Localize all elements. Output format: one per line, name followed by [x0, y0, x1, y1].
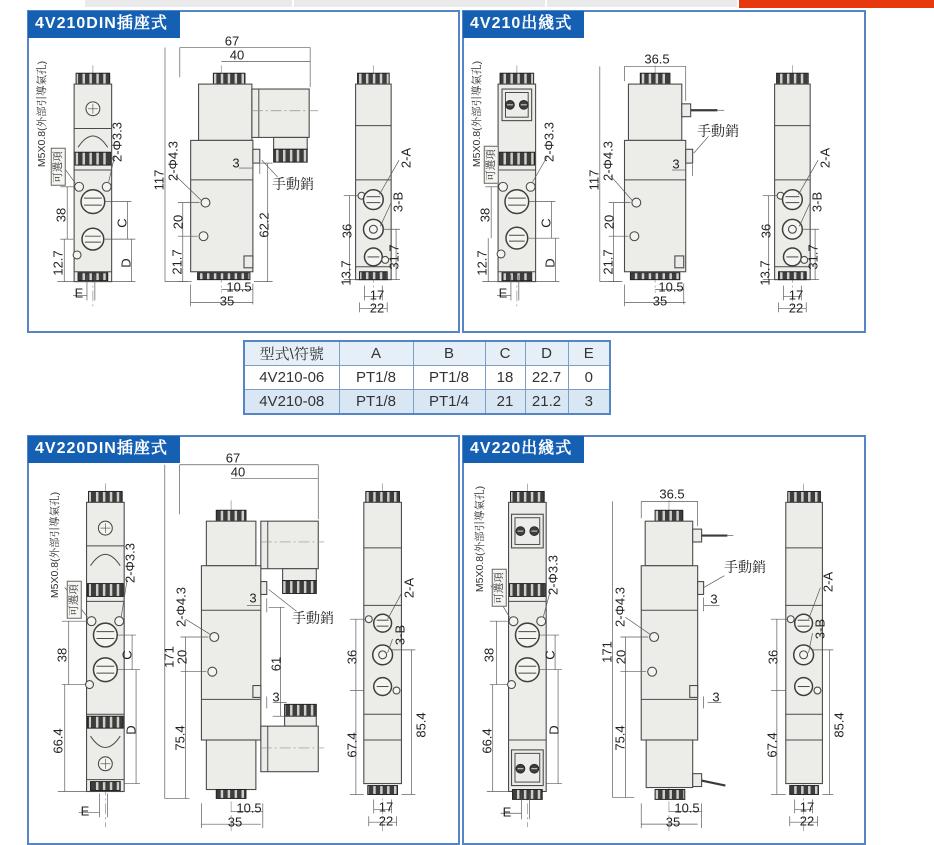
top-strip-divider [292, 0, 294, 7]
side-view [165, 48, 318, 307]
din-connector-lower [261, 704, 324, 771]
dim-label: 17 [799, 799, 815, 815]
annotation-label: 手動銷 [697, 123, 739, 139]
dim-label: 61 [268, 656, 284, 672]
dim-label: 3-B [812, 618, 828, 640]
back-view [763, 65, 819, 312]
manual-pin [698, 582, 704, 595]
front-view [487, 484, 562, 828]
dim-label: 22 [799, 813, 815, 829]
annotation-label: 手動銷 [724, 559, 766, 575]
dim-label: 17 [378, 799, 394, 815]
dim-label: 2-Φ3.3 [541, 121, 557, 163]
dim-label: 20 [174, 649, 190, 665]
dim-label: 36 [765, 649, 781, 665]
dim-label: 31.7 [386, 244, 402, 270]
top-strip-divider [545, 0, 547, 7]
dim-label: 3 [672, 156, 680, 172]
dim-label: C [119, 650, 135, 660]
wire-terminal [682, 104, 724, 117]
annotation-label: 可選項 [51, 148, 66, 186]
dim-label: 117 [586, 169, 602, 191]
dim-label: 117 [151, 169, 167, 191]
annotation-label: 手動銷 [272, 176, 314, 192]
annotation-label: M5X0.8(外部引導氣孔) [470, 60, 483, 168]
dim-label: 36 [344, 649, 360, 665]
dim-label: 67.4 [344, 732, 360, 758]
dim-label: 21.7 [600, 249, 616, 275]
front-view [50, 65, 135, 306]
dim-label: 31.7 [805, 244, 821, 270]
dim-label: 3 [249, 590, 257, 606]
dim-label: 22 [378, 813, 394, 829]
table-row [244, 390, 610, 415]
terminal-face-lower [512, 750, 544, 786]
dim-label: 2-A [398, 147, 414, 169]
dim-label: 21.7 [169, 249, 185, 275]
annotation-label: 可選項 [492, 569, 507, 607]
dim-label: 17 [788, 287, 804, 303]
dim-label: 10.5 [236, 800, 262, 816]
dim-label: D [542, 258, 558, 268]
dim-label: 35 [227, 814, 243, 830]
dim-label: E [74, 285, 84, 301]
dim-label: 3 [272, 689, 280, 705]
dim-label: E [498, 285, 508, 301]
dim-label: 2-Φ4.3 [165, 140, 181, 182]
table-cell: 21.2 [525, 390, 568, 415]
dim-label: E [502, 804, 512, 820]
dim-label: C [538, 218, 554, 228]
panel-4v220-lead-wire [462, 435, 866, 845]
terminal-face [512, 514, 544, 548]
manual-pin [253, 149, 260, 163]
dim-label: C [542, 650, 558, 660]
dim-label: 38 [477, 207, 493, 223]
dim-label: 66.4 [50, 728, 66, 754]
dim-label: 3-B [390, 191, 406, 213]
accent-bar [739, 0, 934, 8]
dim-label: 35 [652, 293, 668, 309]
panel-4v210-lead-wire [462, 10, 866, 333]
table-cell: PT1/8 [339, 390, 413, 415]
dim-label: 10.5 [226, 279, 252, 295]
side-view [600, 65, 724, 309]
dim-label: 3 [710, 591, 718, 607]
annotation-label: M5X0.8(外部引導氣孔) [35, 60, 48, 168]
drawing-4v210-din [29, 12, 458, 331]
dim-label: 35 [219, 293, 235, 309]
din-connector [252, 89, 318, 162]
table-cell: 18 [485, 366, 525, 390]
dim-label: D [123, 725, 139, 735]
panel-title: 4V220出綫式 [463, 436, 584, 463]
table-header-row [244, 341, 610, 366]
dim-label: 67 [224, 33, 240, 49]
table-cell: 22.7 [525, 366, 568, 390]
back-view [350, 484, 415, 832]
dim-label: 67 [225, 450, 241, 466]
table-cell: PT1/4 [413, 390, 485, 415]
terminal-face [502, 89, 532, 121]
panel-title: 4V210出綫式 [463, 11, 584, 38]
dim-label: 13.7 [338, 260, 354, 286]
dim-label: 75.4 [172, 725, 188, 751]
dim-label: 2-Φ4.3 [600, 140, 616, 182]
drawing-4v220-wire [464, 437, 864, 843]
wire-terminal-lower [693, 774, 726, 787]
dim-label: 2-A [820, 571, 836, 593]
dim-label: 2-Φ3.3 [109, 121, 125, 163]
table-cell: 4V210-06 [244, 366, 339, 390]
spec-table [243, 340, 611, 415]
dim-label: 36 [758, 223, 774, 239]
dim-label: 36.5 [659, 486, 685, 502]
drawing-4v220-din [29, 437, 458, 843]
annotation-label: M5X0.8(外部引導氣孔) [48, 491, 61, 599]
dim-label: 20 [613, 649, 629, 665]
table-header-cell: E [568, 341, 610, 366]
table-cell: PT1/8 [413, 366, 485, 390]
wire-terminal [693, 529, 734, 542]
dim-label: C [114, 218, 130, 228]
table-header-cell: D [525, 341, 568, 366]
dim-label: 2-Φ4.3 [173, 586, 189, 628]
side-view [161, 465, 324, 831]
din-connector [261, 521, 324, 593]
annotation-label: 可選項 [484, 146, 499, 184]
dim-label: 3 [712, 689, 720, 705]
dim-label: 12.7 [50, 250, 66, 276]
table-cell: 0 [568, 366, 610, 390]
dim-label: 38 [481, 647, 497, 663]
dim-label: 2-A [401, 577, 417, 599]
manual-pin [261, 582, 267, 595]
dim-label: 2-A [817, 147, 833, 169]
dim-label: D [546, 725, 562, 735]
drawing-4v210-wire [464, 12, 864, 331]
table-header-cell: 型式\符號 [244, 341, 339, 366]
dim-label: 40 [229, 47, 245, 63]
dim-label: 12.7 [474, 250, 490, 276]
table-cell: 21 [485, 390, 525, 415]
table-cell: 4V210-08 [244, 390, 339, 415]
dim-label: 40 [230, 464, 246, 480]
table-header-cell: A [339, 341, 413, 366]
dim-label: 36 [339, 223, 355, 239]
table-header-cell: B [413, 341, 485, 366]
back-view [771, 484, 836, 832]
table-row [244, 366, 610, 390]
dim-label: 17 [369, 287, 385, 303]
dim-label: 2-Φ3.3 [122, 542, 138, 584]
dim-label: 20 [170, 214, 186, 230]
dim-label: 2-Φ3.3 [545, 554, 561, 596]
front-view [482, 65, 559, 306]
dim-label: 66.4 [479, 728, 495, 754]
table-header-cell: C [485, 341, 525, 366]
dim-label: E [80, 803, 90, 819]
dim-label: 67.4 [764, 732, 780, 758]
dim-label: 22 [369, 300, 385, 316]
dim-label: 38 [54, 647, 70, 663]
dim-label: 38 [53, 207, 69, 223]
dim-label: 3-B [809, 191, 825, 213]
dim-label: 20 [601, 214, 617, 230]
dim-label: 62.2 [256, 212, 272, 238]
panel-4v210-din-socket [27, 10, 460, 333]
side-view [613, 500, 734, 831]
panel-title: 4V220DIN插座式 [28, 436, 180, 463]
top-strip [85, 0, 737, 7]
annotation-label: 可選項 [67, 581, 82, 619]
dim-label: 36.5 [644, 51, 670, 67]
dim-label: D [118, 258, 134, 268]
table-cell: 3 [568, 390, 610, 415]
dim-label: 171 [599, 641, 615, 663]
dim-label: 10.5 [674, 800, 700, 816]
dim-label: 10.5 [658, 279, 684, 295]
panel-title: 4V210DIN插座式 [28, 11, 180, 38]
dim-label: 171 [161, 646, 177, 668]
dim-label: 75.4 [612, 725, 628, 751]
annotation-label: 手動銷 [292, 610, 334, 626]
dim-label: 13.7 [757, 260, 773, 286]
panel-4v220-din-socket [27, 435, 460, 845]
table-cell: PT1/8 [339, 366, 413, 390]
dim-label: 3-B [392, 624, 408, 646]
back-view [344, 65, 400, 312]
dim-label: 85.4 [413, 712, 429, 738]
annotation-label: M5X0.8(外部引導氣孔) [473, 485, 486, 593]
dim-label: 3 [232, 155, 240, 171]
manual-pin [686, 149, 693, 163]
dim-label: 85.4 [831, 712, 847, 738]
dim-label: 35 [665, 814, 681, 830]
dim-label: 22 [788, 300, 804, 316]
dim-label: 2-Φ4.3 [612, 586, 628, 628]
